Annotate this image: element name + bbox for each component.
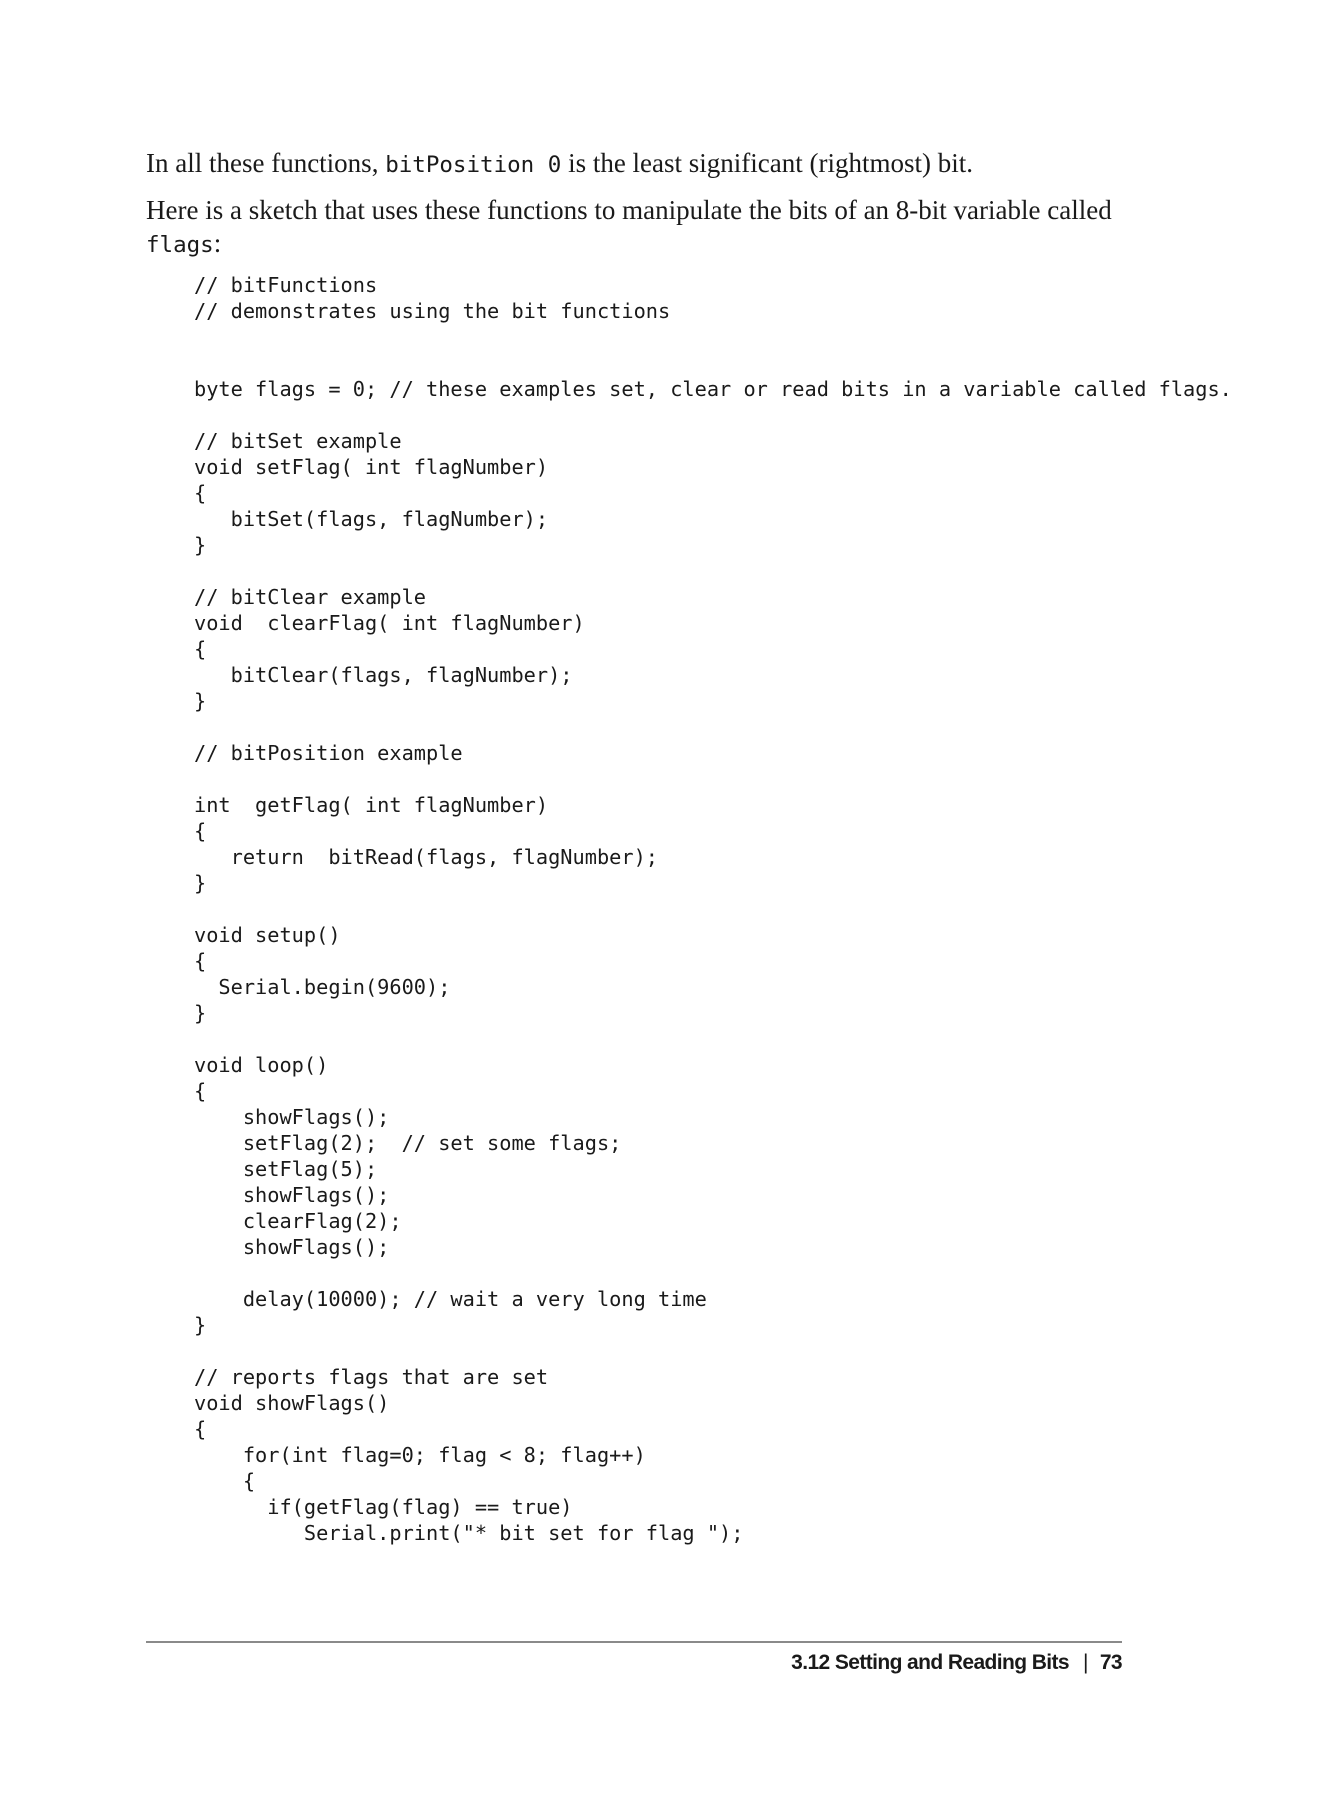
code-line: Serial.begin(9600); <box>194 975 451 999</box>
code-line: void showFlags() <box>194 1391 390 1415</box>
code-line: delay(10000); // wait a very long time <box>194 1287 707 1311</box>
code-line <box>194 766 1232 792</box>
code-line: // bitSet example <box>194 429 402 453</box>
code-listing <box>194 272 1232 1546</box>
intro-text-before: In all these functions, <box>146 148 386 178</box>
intro-paragraph <box>146 147 1126 182</box>
code-line: void loop() <box>194 1053 329 1077</box>
code-line: } <box>194 533 207 557</box>
code-line: // bitFunctions <box>194 273 378 297</box>
code-line: bitClear(flags, flagNumber); <box>194 663 573 687</box>
code-line: return bitRead(flags, flagNumber); <box>194 845 658 869</box>
code-line <box>194 402 1232 428</box>
code-line: // demonstrates using the bit functions <box>194 299 671 323</box>
code-line: } <box>194 1001 207 1025</box>
code-line: void clearFlag( int flagNumber) <box>194 611 585 635</box>
sketch-intro-text-after: : <box>213 228 222 258</box>
code-line: byte flags = 0; // these examples set, clear or read bits in a variable called flags. <box>194 377 1232 401</box>
code-line <box>194 350 1232 376</box>
intro-text-after: is the least significant (rightmost) bit. <box>561 148 973 178</box>
code-line: showFlags(); <box>194 1105 390 1129</box>
code-line: // bitClear example <box>194 585 426 609</box>
code-line <box>194 714 1232 740</box>
code-line: } <box>194 1313 207 1337</box>
code-line: for(int flag=0; flag < 8; flag++) <box>194 1443 646 1467</box>
code-line <box>194 1026 1232 1052</box>
code-line: showFlags(); <box>194 1235 390 1259</box>
page-footer <box>791 1651 1122 1675</box>
sketch-intro-inline-code: flags <box>146 232 214 258</box>
code-line: void setFlag( int flagNumber) <box>194 455 549 479</box>
code-line: // bitPosition example <box>194 741 463 765</box>
intro-inline-code: bitPosition 0 <box>385 152 562 178</box>
code-line: bitSet(flags, flagNumber); <box>194 507 549 531</box>
code-line <box>194 1338 1232 1364</box>
code-line: { <box>194 1079 207 1103</box>
code-line: clearFlag(2); <box>194 1209 402 1233</box>
code-line: { <box>194 637 207 661</box>
code-line: int getFlag( int flagNumber) <box>194 793 549 817</box>
sketch-intro-text-before: Here is a sketch that uses these functions to manipulate the bits of an 8-bit variable called <box>146 195 1112 225</box>
code-line: showFlags(); <box>194 1183 390 1207</box>
footer-rule <box>146 1641 1122 1643</box>
code-line: } <box>194 689 207 713</box>
code-line: setFlag(2); // set some flags; <box>194 1131 622 1155</box>
footer-page-number: 73 <box>1099 1651 1122 1674</box>
footer-section-title: 3.12 Setting and Reading Bits <box>791 1651 1069 1674</box>
code-line: setFlag(5); <box>194 1157 378 1181</box>
code-line: { <box>194 819 207 843</box>
sketch-intro-paragraph <box>146 194 1126 262</box>
code-line: { <box>194 949 207 973</box>
code-line: { <box>194 1417 207 1441</box>
footer-separator: | <box>1082 1651 1088 1674</box>
code-line <box>194 558 1232 584</box>
code-line: void setup() <box>194 923 341 947</box>
code-line: if(getFlag(flag) == true) <box>194 1495 573 1519</box>
code-line: } <box>194 871 207 895</box>
code-line: { <box>194 1469 256 1493</box>
code-line <box>194 324 1232 350</box>
code-line: Serial.print("* bit set for flag "); <box>194 1521 744 1545</box>
code-line <box>194 896 1232 922</box>
code-line: { <box>194 481 207 505</box>
code-line: // reports flags that are set <box>194 1365 549 1389</box>
code-line <box>194 1260 1232 1286</box>
